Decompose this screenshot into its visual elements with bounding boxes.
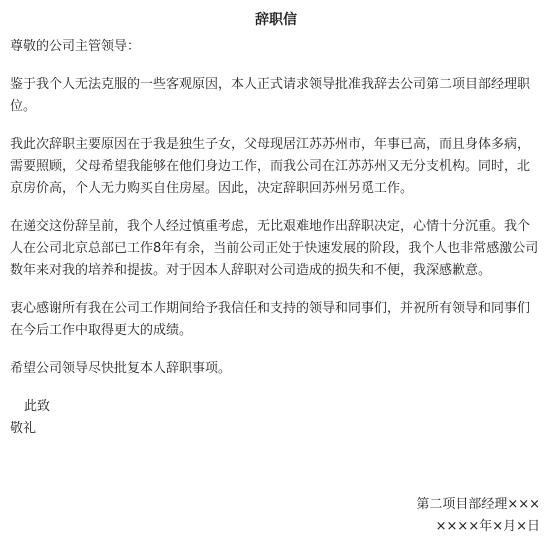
resignation-letter: [10, 10, 542, 440]
signature-date: ××××年×月×日: [435, 519, 540, 534]
closing-line-1: 此致: [24, 399, 51, 414]
letter-paragraph-5: 希望公司领导尽快批复本人辞职事项。: [10, 361, 232, 376]
signature-name: 第二项目部经理×××: [416, 497, 540, 512]
letter-salutation: 尊敬的公司主管领导：: [10, 39, 141, 54]
letter-paragraph-4: 衷心感谢所有我在公司工作期间给予我信任和支持的领导和同事们，并祝所有领导和同事们在今后工作中取得更大的成绩。: [10, 301, 531, 338]
letter-paragraph-2: 我此次辞职主要原因在于我是独生子女，父母现居江苏苏州市，年事已高，而且身体多病，需要照顾，父母希望我能够在他们身边工作，而我公司在江苏苏州又无分支机构。同时，北京房价高，个人无力购买自住房屋。因此，决定辞职回苏州另觅工作。: [10, 137, 531, 196]
letter-paragraph-1: 鉴于我个人无法克服的一些客观原因，本人正式请求领导批准我辞去公司第二项目部经理职位。: [10, 77, 531, 114]
signature-block: [416, 494, 540, 538]
letter-paragraph-3: 在递交这份辞呈前，我个人经过慎重考虑，无比艰难地作出辞职决定，心情十分沉重。我个人在公司北京总部已工作8年有余，当前公司正处于快速发展的阶段，我个人也非常感激公司数年来对我的培养和提拔。对于因本人辞职对公司造成的损失和不便，我深感歉意。: [10, 219, 539, 278]
letter-title: 辞职信: [255, 12, 297, 28]
closing-line-2: 敬礼: [10, 421, 37, 436]
